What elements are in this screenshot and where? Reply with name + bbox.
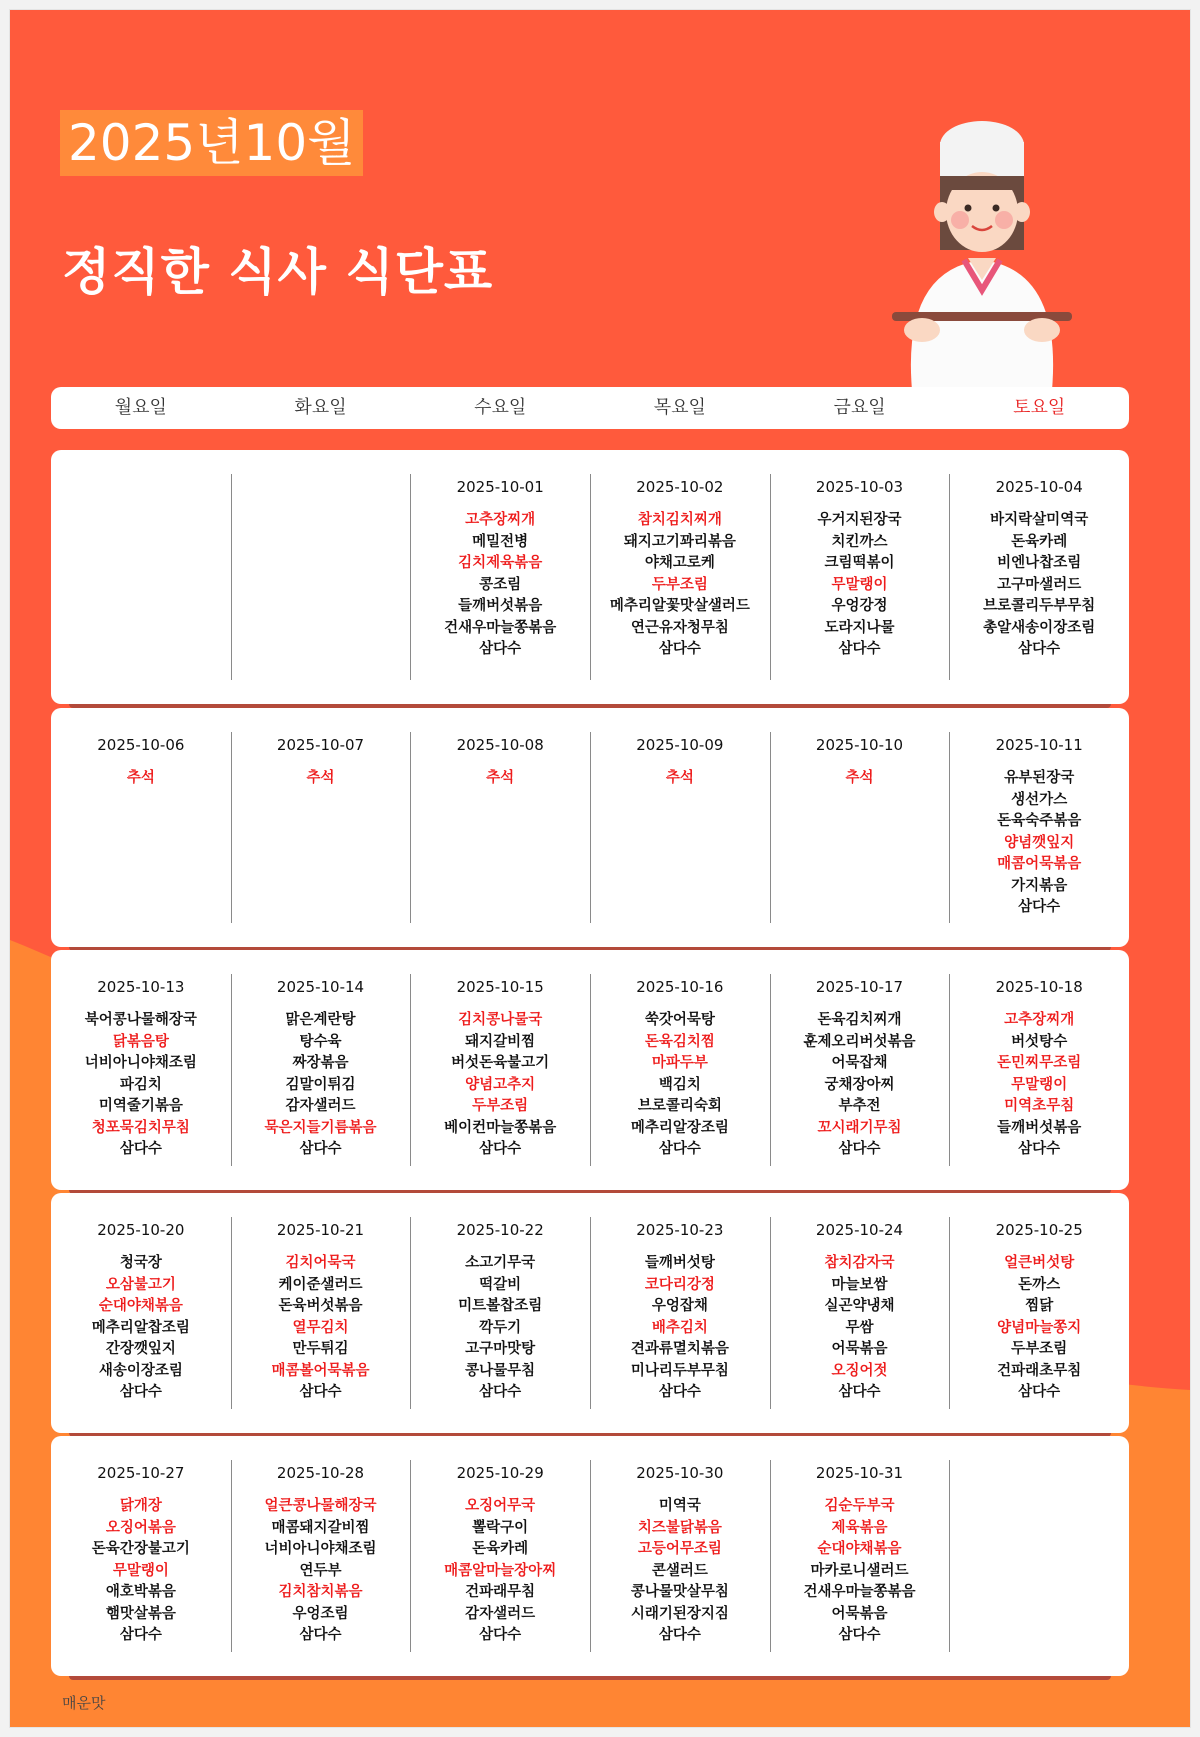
menu-item: 돈육숙주볶음 [997, 813, 1082, 829]
menu-item: 제육볶음 [831, 1519, 888, 1536]
menu-item: 두부조림 [1011, 1341, 1068, 1357]
day-date: 2025-10-07 [276, 736, 365, 754]
menu-item: 닭볶음탕 [112, 1033, 169, 1050]
menu-item: 삼다수 [658, 1627, 701, 1643]
week-row [51, 950, 1129, 1190]
day-cell [410, 708, 590, 947]
day-date: 2025-10-04 [995, 478, 1083, 496]
menu-item: 마늘보쌈 [831, 1276, 888, 1293]
day-date: 2025-10-18 [995, 978, 1083, 996]
menu-item: 청국장 [119, 1255, 162, 1271]
day-cell [231, 1436, 411, 1676]
menu-list [231, 768, 411, 790]
menu-item: 무쌈 [845, 1319, 874, 1336]
menu-item: 어묵볶음 [831, 1341, 888, 1357]
menu-item: 고구마샐러드 [997, 576, 1082, 593]
day-date: 2025-10-14 [276, 978, 365, 996]
menu-item: 야채고로케 [644, 555, 715, 571]
day-cell [51, 450, 231, 704]
menu-item: 참치감자국 [824, 1255, 895, 1271]
day-cell [231, 1193, 411, 1433]
menu-item: 삼다수 [838, 1627, 881, 1643]
menu-item: 추석 [306, 770, 335, 786]
day-date: 2025-10-25 [995, 1221, 1083, 1239]
menu-item: 새송이장조림 [98, 1362, 183, 1379]
menu-list [770, 510, 950, 661]
menu-item: 돼지고기꽈리볶음 [623, 533, 736, 550]
day-cell [949, 1436, 1129, 1676]
menu-list [590, 1496, 770, 1647]
menu-item: 우거지된장국 [817, 512, 902, 528]
menu-item: 우엉강정 [831, 598, 888, 614]
menu-item: 양념고추지 [465, 1076, 536, 1093]
menu-item: 너비아니야채조림 [264, 1541, 377, 1557]
menu-item: 고등어무조림 [637, 1541, 722, 1557]
day-date: 2025-10-02 [636, 478, 724, 496]
menu-item: 김순두부국 [824, 1498, 895, 1514]
menu-item: 삼다수 [838, 1141, 881, 1157]
menu-item: 도라지나물 [824, 619, 895, 636]
day-cell [770, 708, 950, 947]
menu-item: 삼다수 [299, 1384, 342, 1400]
day-cell [949, 708, 1129, 947]
menu-item: 무말랭이 [112, 1562, 169, 1579]
menu-item: 꼬시래기무침 [817, 1119, 902, 1136]
menu-item: 버섯탕수 [1011, 1033, 1068, 1050]
menu-item: 베이컨마늘쫑볶음 [444, 1119, 557, 1136]
menu-item: 브로콜리두부무침 [983, 598, 1096, 614]
menu-list [51, 1010, 231, 1161]
menu-item: 삼다수 [479, 641, 522, 657]
day-cell [51, 1193, 231, 1433]
menu-item: 치즈불닭볶음 [637, 1519, 722, 1536]
menu-item: 오징어무국 [465, 1498, 536, 1514]
day-cell [770, 1193, 950, 1433]
menu-item: 만두튀김 [292, 1341, 349, 1357]
menu-item: 고추장찌개 [1004, 1012, 1075, 1028]
menu-item: 소고기무국 [465, 1255, 536, 1271]
menu-list [770, 1496, 950, 1647]
weekday-sat: 토요일 [1013, 397, 1066, 418]
menu-list [949, 768, 1129, 919]
menu-item: 콩나물맛살무침 [630, 1584, 729, 1600]
menu-item: 김치참치볶음 [278, 1584, 363, 1600]
day-cell [51, 950, 231, 1190]
day-date: 2025-10-13 [97, 978, 185, 996]
day-date [51, 476, 231, 498]
menu-item: 돈육버섯볶음 [278, 1298, 363, 1314]
menu-list [410, 1253, 590, 1404]
menu-item: 얼큰콩나물해장국 [264, 1498, 377, 1514]
menu-item: 삼다수 [658, 1141, 701, 1157]
menu-item: 삼다수 [119, 1627, 162, 1643]
menu-item: 매콤알마늘장아찌 [444, 1562, 557, 1579]
menu-item: 훈제오리버섯볶음 [803, 1033, 916, 1050]
menu-item: 메밀전병 [472, 533, 529, 550]
menu-item: 삼다수 [1018, 1141, 1061, 1157]
weekday-mon: 월요일 [114, 397, 167, 418]
menu-item: 백김치 [658, 1076, 701, 1093]
menu-item: 들깨버섯탕 [644, 1255, 715, 1271]
menu-item: 추석 [486, 770, 515, 786]
menu-item: 마파두부 [651, 1055, 708, 1071]
menu-item: 찜닭 [1025, 1298, 1054, 1314]
day-cell [590, 950, 770, 1190]
day-date: 2025-10-31 [815, 1464, 904, 1482]
menu-item: 양념깻잎지 [1004, 834, 1075, 851]
menu-item: 추석 [845, 770, 874, 786]
menu-item: 참치김치찌개 [637, 512, 722, 528]
menu-list [590, 768, 770, 790]
menu-item: 우엉잡채 [651, 1298, 708, 1314]
menu-list [410, 768, 590, 790]
menu-item: 건새우마늘쫑볶음 [803, 1584, 916, 1600]
day-cell [231, 450, 411, 704]
menu-item: 김치어묵국 [285, 1255, 356, 1271]
menu-item: 햄맛살볶음 [105, 1605, 176, 1622]
menu-item: 마카로니샐러드 [810, 1562, 909, 1579]
menu-list [231, 1010, 411, 1161]
menu-list [590, 510, 770, 661]
menu-list [770, 1010, 950, 1161]
menu-item: 청포묵김치무침 [91, 1119, 190, 1136]
menu-item: 연근유자청무침 [630, 619, 729, 636]
menu-item: 맑은계란탕 [285, 1012, 356, 1028]
menu-item: 애호박볶음 [105, 1584, 176, 1600]
menu-item: 너비아니야채조림 [84, 1055, 197, 1071]
menu-item: 오삼불고기 [105, 1276, 176, 1293]
menu-item: 돼지갈비찜 [465, 1033, 536, 1050]
menu-item: 돈까스 [1018, 1276, 1061, 1293]
day-cell [231, 950, 411, 1190]
menu-item: 삼다수 [658, 1384, 701, 1400]
menu-item: 견과류멸치볶음 [630, 1341, 729, 1357]
day-date: 2025-10-28 [276, 1464, 365, 1482]
day-date: 2025-10-24 [815, 1221, 904, 1239]
day-date: 2025-10-30 [636, 1464, 724, 1482]
menu-list [51, 1496, 231, 1647]
menu-list [770, 768, 950, 790]
day-date: 2025-10-29 [456, 1464, 544, 1482]
day-cell [590, 1436, 770, 1676]
menu-item: 깍두기 [479, 1319, 522, 1336]
day-date: 2025-10-21 [276, 1221, 365, 1239]
menu-item: 얼큰버섯탕 [1004, 1255, 1075, 1271]
day-cell [410, 1436, 590, 1676]
menu-item: 쑥갓어묵탕 [644, 1012, 715, 1028]
menu-list [949, 1253, 1129, 1404]
menu-item: 양념마늘쫑지 [997, 1319, 1082, 1336]
menu-item: 궁채장아찌 [824, 1076, 895, 1093]
menu-item: 돈민찌무조림 [997, 1055, 1082, 1071]
day-cell [410, 450, 590, 704]
day-date: 2025-10-11 [995, 736, 1083, 754]
menu-item: 삼다수 [479, 1384, 522, 1400]
menu-item: 김치제육볶음 [458, 555, 543, 571]
menu-item: 두부조림 [651, 576, 708, 593]
day-date [231, 476, 411, 498]
menu-list [590, 1253, 770, 1404]
day-date: 2025-10-03 [815, 478, 904, 496]
menu-item: 미역초무침 [1004, 1098, 1075, 1114]
month-title: 2025년10월 [60, 110, 363, 176]
weekday-tue: 화요일 [294, 397, 347, 418]
menu-item: 삼다수 [838, 1384, 881, 1400]
menu-item: 삼다수 [479, 1141, 522, 1157]
menu-item: 어묵볶음 [831, 1605, 888, 1622]
menu-item: 삼다수 [1018, 899, 1061, 915]
menu-item: 삼다수 [119, 1384, 162, 1400]
menu-item: 묵은지들기름볶음 [264, 1119, 377, 1136]
menu-list [770, 1253, 950, 1404]
menu-item: 삼다수 [479, 1627, 522, 1643]
menu-item: 미나리두부무침 [630, 1362, 729, 1379]
day-cell [51, 708, 231, 947]
day-date: 2025-10-10 [815, 736, 904, 754]
day-cell [410, 1193, 590, 1433]
menu-item: 들깨버섯볶음 [997, 1119, 1082, 1136]
weekday-wed: 수요일 [474, 397, 527, 418]
menu-list [949, 510, 1129, 661]
menu-item: 순대야채볶음 [817, 1541, 902, 1557]
menu-item: 크림떡볶이 [824, 555, 895, 571]
day-cell [770, 1436, 950, 1676]
menu-item: 실곤약냉채 [824, 1298, 895, 1314]
day-date: 2025-10-16 [636, 978, 724, 996]
weekday-thu: 목요일 [653, 397, 706, 418]
weekday-fri: 금요일 [833, 397, 886, 418]
menu-item: 치킨까스 [831, 533, 888, 550]
menu-item: 떡갈비 [479, 1276, 522, 1293]
menu-item: 무말랭이 [1011, 1076, 1068, 1093]
day-date: 2025-10-06 [97, 736, 185, 754]
day-date: 2025-10-27 [97, 1464, 185, 1482]
week-row [51, 450, 1129, 704]
menu-item: 시래기된장지짐 [630, 1605, 729, 1622]
menu-item: 비엔나찹조림 [997, 555, 1082, 571]
menu-item: 간장깻잎지 [105, 1341, 176, 1357]
menu-list [410, 1496, 590, 1647]
menu-item: 들깨버섯볶음 [458, 598, 543, 614]
page-title: 정직한 식사 식단표 [62, 243, 494, 301]
menu-item: 김치콩나물국 [458, 1012, 543, 1028]
week-row [51, 1193, 1129, 1433]
day-cell [949, 1193, 1129, 1433]
menu-item: 삼다수 [838, 641, 881, 657]
day-date: 2025-10-20 [97, 1221, 185, 1239]
menu-item: 열무김치 [292, 1319, 349, 1336]
menu-item: 오징어볶음 [105, 1519, 176, 1536]
menu-item: 돈육카레 [472, 1541, 529, 1557]
menu-list [231, 1496, 411, 1647]
day-cell [949, 450, 1129, 704]
day-cell [590, 1193, 770, 1433]
menu-item: 어묵잡채 [831, 1055, 888, 1071]
menu-item: 부추전 [838, 1098, 881, 1114]
chef-illustration-icon [882, 120, 1082, 410]
menu-item: 김말이튀김 [285, 1076, 356, 1093]
menu-item: 가지볶음 [1011, 877, 1068, 894]
menu-item: 돈육카레 [1011, 533, 1068, 550]
menu-item: 미트볼찹조림 [458, 1298, 543, 1314]
menu-item: 버섯돈육불고기 [451, 1055, 550, 1071]
menu-item: 두부조림 [472, 1098, 529, 1114]
menu-item: 뽈락구이 [472, 1519, 529, 1536]
day-date: 2025-10-17 [815, 978, 904, 996]
menu-item: 삼다수 [658, 641, 701, 657]
day-cell [949, 950, 1129, 1190]
day-date: 2025-10-01 [456, 478, 544, 496]
week-row [51, 708, 1129, 947]
menu-item: 돈육간장불고기 [91, 1541, 190, 1557]
menu-item: 매콤돼지갈비찜 [271, 1519, 370, 1536]
menu-item: 유부된장국 [1004, 770, 1075, 786]
menu-item: 북어콩나물해장국 [84, 1012, 197, 1028]
menu-item: 삼다수 [299, 1627, 342, 1643]
menu-item: 콘샐러드 [651, 1562, 708, 1579]
menu-item: 탕수육 [299, 1033, 342, 1050]
menu-item: 무말랭이 [831, 576, 888, 593]
menu-item: 메추리알찹조림 [91, 1319, 190, 1336]
menu-item: 매콤어묵볶음 [997, 856, 1082, 872]
menu-item: 삼다수 [119, 1141, 162, 1157]
menu-item: 건새우마늘쫑볶음 [444, 619, 557, 636]
menu-item: 케이준샐러드 [278, 1276, 363, 1293]
menu-item: 고구마맛탕 [465, 1341, 536, 1357]
menu-item: 파김치 [119, 1076, 162, 1093]
footer-note: 매운맛 [62, 1694, 106, 1712]
menu-item: 건파래초무침 [997, 1362, 1082, 1379]
day-date: 2025-10-08 [456, 736, 544, 754]
menu-item: 추석 [126, 770, 155, 786]
day-cell [51, 1436, 231, 1676]
day-cell [590, 450, 770, 704]
menu-item: 콩조림 [479, 576, 522, 593]
menu-list [51, 768, 231, 790]
menu-item: 짜장볶음 [292, 1055, 349, 1071]
menu-item: 미역국 [658, 1498, 701, 1514]
menu-item: 메추리알꽃맛살샐러드 [609, 598, 750, 614]
menu-item: 바지락살미역국 [990, 512, 1089, 528]
menu-item: 순대야채볶음 [98, 1298, 183, 1314]
day-cell [410, 950, 590, 1190]
menu-item: 메추리알장조림 [630, 1119, 729, 1136]
menu-item: 고추장찌개 [465, 512, 536, 528]
menu-item: 추석 [665, 770, 694, 786]
menu-item: 삼다수 [299, 1141, 342, 1157]
menu-item: 삼다수 [1018, 641, 1061, 657]
menu-item: 브로콜리숙회 [637, 1098, 722, 1114]
menu-item: 돈육김치찌개 [817, 1012, 902, 1028]
menu-item: 콩나물무침 [465, 1362, 536, 1379]
day-date: 2025-10-09 [636, 736, 724, 754]
menu-list [410, 1010, 590, 1161]
menu-item: 총알새송이장조림 [983, 619, 1096, 636]
menu-list [410, 510, 590, 661]
week-row [51, 1436, 1129, 1676]
day-date: 2025-10-23 [636, 1221, 724, 1239]
menu-item: 닭개장 [119, 1498, 162, 1514]
menu-item: 돈육김치찜 [644, 1033, 715, 1050]
menu-list [51, 1253, 231, 1404]
menu-item: 생선가스 [1011, 791, 1068, 808]
day-date: 2025-10-22 [456, 1221, 544, 1239]
weekday-header [51, 387, 1129, 429]
menu-item: 삼다수 [1018, 1384, 1061, 1400]
day-date: 2025-10-15 [456, 978, 544, 996]
day-cell [231, 708, 411, 947]
menu-item: 건파래무침 [465, 1584, 536, 1600]
menu-item: 미역줄기볶음 [98, 1098, 183, 1114]
menu-item: 감자샐러드 [285, 1098, 356, 1114]
menu-list [590, 1010, 770, 1161]
day-cell [590, 708, 770, 947]
menu-item: 감자샐러드 [465, 1605, 536, 1622]
menu-item: 매콤볼어묵볶음 [271, 1362, 370, 1379]
menu-item: 오징어젓 [831, 1362, 888, 1379]
day-cell [770, 450, 950, 704]
menu-item: 코다리강정 [644, 1276, 715, 1293]
menu-list [949, 1010, 1129, 1161]
day-cell [770, 950, 950, 1190]
menu-item: 우엉조림 [292, 1605, 349, 1622]
menu-item: 배추김치 [651, 1319, 708, 1336]
day-date [949, 1462, 1129, 1484]
menu-item: 연두부 [299, 1562, 342, 1579]
menu-list [231, 1253, 411, 1404]
